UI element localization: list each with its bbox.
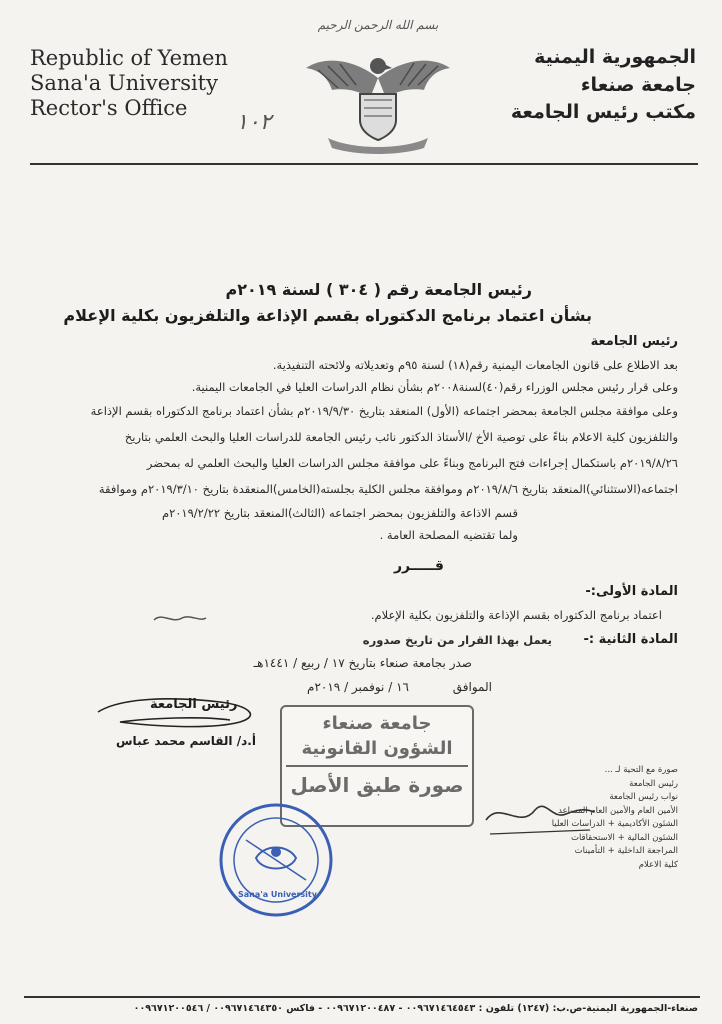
header-divider: [30, 163, 698, 165]
emblem: [288, 18, 468, 158]
signature-scribble-icon: [90, 692, 290, 738]
body-line-1: بعد الاطلاع على قانون الجامعات اليمنية رقم(١٨) لسنة ٩٥م وتعديلاته ولائحته التنفيذية.: [272, 358, 678, 372]
header-ar-line-1: الجمهورية اليمنية: [534, 46, 696, 68]
distribution-item: نواب رئيس الجامعة: [609, 792, 678, 802]
body-line-7: قسم الاذاعة والتلفزيون بمحضر اجتماعه (الثالث)المنعقد بتاريخ ٢٠١٩/٢/٢٢م: [161, 506, 518, 520]
body-line-3: وعلى موافقة مجلس الجامعة بمحضر اجتماعه (الأول) المنعقد بتاريخ ٢٠١٩/٩/٣٠م بشأن اعتماد برنامج الدكتوراه بقسم الإذاعة: [90, 404, 678, 418]
distribution-list: [552, 764, 678, 872]
header-en-line-1: Republic of Yemen: [30, 46, 228, 70]
article-2-heading: المادة الثانية :-: [583, 632, 678, 647]
stamp-line-2: الشؤون القانونية: [301, 738, 453, 759]
decree-title-line2: بشأن اعتماد برنامج الدكتوراه بقسم الإذاعة والتلفزيون بكلية الإعلام: [63, 306, 592, 325]
header-ar-line-2: جامعة صنعاء: [580, 73, 696, 96]
eagle-emblem-icon: [298, 38, 458, 156]
header-en-line-3: Rector's Office: [30, 95, 188, 120]
stamp-line-1: جامعة صنعاء: [322, 713, 432, 734]
footer-divider: [24, 996, 700, 998]
article-1-text: اعتماد برنامج الدكتوراه بقسم الإذاعة والتلفزيون بكلية الإعلام.: [370, 608, 662, 622]
issue-date-gregorian: [307, 680, 492, 694]
decree-issuer: رئيس الجامعة: [590, 334, 678, 349]
header-arabic: [511, 44, 696, 127]
basmala: بسم الله الرحمن الرحيم: [317, 18, 439, 32]
decision-word: قـــــرر: [394, 558, 444, 574]
distribution-item: رئيس الجامعة: [629, 778, 678, 789]
handwritten-ref: ١٠٢: [236, 110, 272, 135]
header-english: [30, 46, 228, 120]
body-line-2: وعلى قرار رئيس مجلس الوزراء رقم(٤٠)لسنة٢٠٠٨م بشأن نظام الدراسات العليا في الجامعات اليمنية.: [191, 380, 678, 394]
body-line-5: ٢٠١٩/٨/٢٦م باستكمال إجراءات فتح البرنامج وبناءً على موافقة مجلس الدراسات العليا والبحث العلمي له بمحضر: [146, 456, 678, 470]
decree-title-line1: رئيس الجامعة رقم ( ٣٠٤ ) لسنة ٢٠١٩م: [225, 280, 532, 299]
issue-date-label: الموافق: [452, 680, 492, 694]
signer-name: أ.د/ القاسم محمد عباس: [116, 734, 256, 748]
distribution-item: كلية الاعلام: [638, 859, 678, 870]
decree-body: [38, 354, 678, 546]
seal-text: Sana'a University: [238, 890, 317, 899]
body-line-8: ولما تقتضيه المصلحة العامة .: [379, 528, 518, 542]
handwritten-mark-icon: [150, 610, 210, 628]
distribution-item: الشئون الأكاديمية + الدراسات العليا: [551, 819, 678, 829]
issue-date-hijri: صدر بجامعة صنعاء بتاريخ ١٧ / ربيع / ١٤٤١هـ: [253, 656, 472, 670]
stamp-line-3: صورة طبق الأصل: [290, 773, 464, 797]
distribution-item: الشئون المالية + الاستحقاقات: [570, 832, 678, 843]
article-1-heading: المادة الأولى:-: [585, 584, 678, 599]
signature-title: رئيس الجامعة: [150, 697, 238, 712]
distribution-item: صورة مع التحية لـ ...: [604, 765, 678, 775]
footer-address: صنعاء-الجمهورية اليمنية-ص.ب: (١٢٤٧) تلفون : ٠٠٩٦٧١٤٦٤٥٤٣ - ٠٠٩٦٧١٢٠٠٤٨٧ - فاكس ٠٠٩٦٧١٤٦٤٣٥٠ / ٠٠٩٦٧١٢٠٠٥٤٦: [133, 1003, 698, 1014]
body-line-4: والتلفزيون كلية الاعلام بناءً على توصية الأخ /الأستاذ الدكتور نائب رئيس الجامعة للدراسات العليا والبحث العلمي بتاريخ: [124, 430, 678, 444]
header-ar-line-3: مكتب رئيس الجامعة: [510, 101, 696, 124]
body-line-6: اجتماعه(الاستثنائي)المنعقد بتاريخ ٢٠١٩/٨/٦م وموافقة مجلس الكلية بجلسته(الخامس)المنعقدة بتاريخ ٢٠١٩/٣/١٠م وموافقة: [98, 482, 678, 496]
distribution-item: المراجعة الداخلية + التأمينات: [574, 846, 678, 856]
article-2-text: يعمل بهذا القرار من تاريخ صدوره: [362, 633, 552, 647]
header-en-line-2: Sana'a University: [30, 70, 218, 95]
distribution-item: الأمين العام والأمين العام المساعد: [558, 805, 678, 816]
university-seal-icon: [216, 800, 336, 920]
issue-date-value: ١٦ / نوفمبر / ٢٠١٩م: [307, 680, 409, 694]
